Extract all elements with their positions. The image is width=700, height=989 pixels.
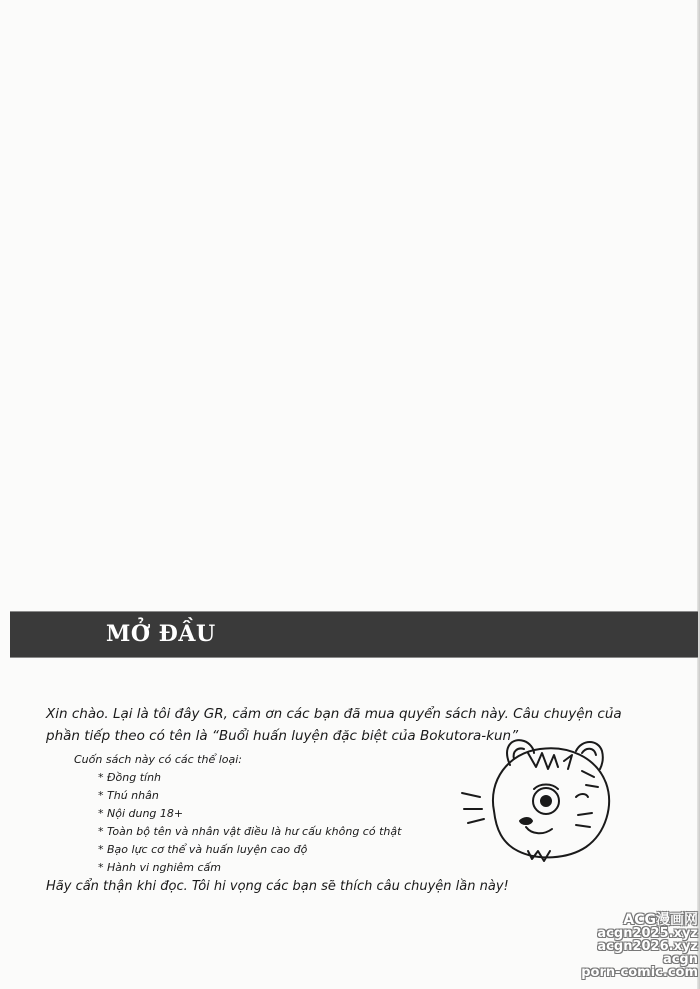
list-item: * Hành vi nghiêm cấm [98, 859, 401, 877]
intro-line-2: phần tiếp theo có tên là “Buổi huấn luyện đặc biệt của Bokutora-kun” [46, 728, 519, 744]
content-types-heading: Cuốn sách này có các thể loại: [74, 753, 243, 766]
watermark-line: ACG漫画网 [623, 912, 698, 928]
list-item: * Nội dung 18+ [98, 805, 401, 823]
list-item: * Đồng tính [98, 769, 401, 787]
intro-line-1: Xin chào. Lại là tôi đây GR, cảm ơn các bạn đã mua quyển sách này. Câu chuyện của [46, 706, 622, 722]
section-banner [10, 611, 698, 658]
content-types [74, 751, 401, 877]
list-item: * Thú nhân [98, 787, 401, 805]
watermark [581, 912, 698, 980]
list-item: * Bạo lực cơ thể và huấn luyện cao độ [98, 841, 401, 859]
watermark-line: porn-comic.com [581, 965, 698, 980]
section-title: MỞ ĐẦU [106, 621, 216, 647]
tiger-mascot-icon [458, 731, 628, 866]
watermark-line: acgn2026.xyz [597, 939, 698, 954]
watermark-line: acgn2025.xyz [597, 926, 698, 941]
watermark-line: acgn [662, 952, 698, 967]
list-item: * Toàn bộ tên và nhân vật điều là hư cấu không có thật [98, 823, 401, 841]
closing-note: Hãy cẩn thận khi đọc. Tôi hi vọng các bạn sẽ thích câu chuyện lần này! [46, 879, 509, 894]
content-types-list [74, 769, 401, 877]
